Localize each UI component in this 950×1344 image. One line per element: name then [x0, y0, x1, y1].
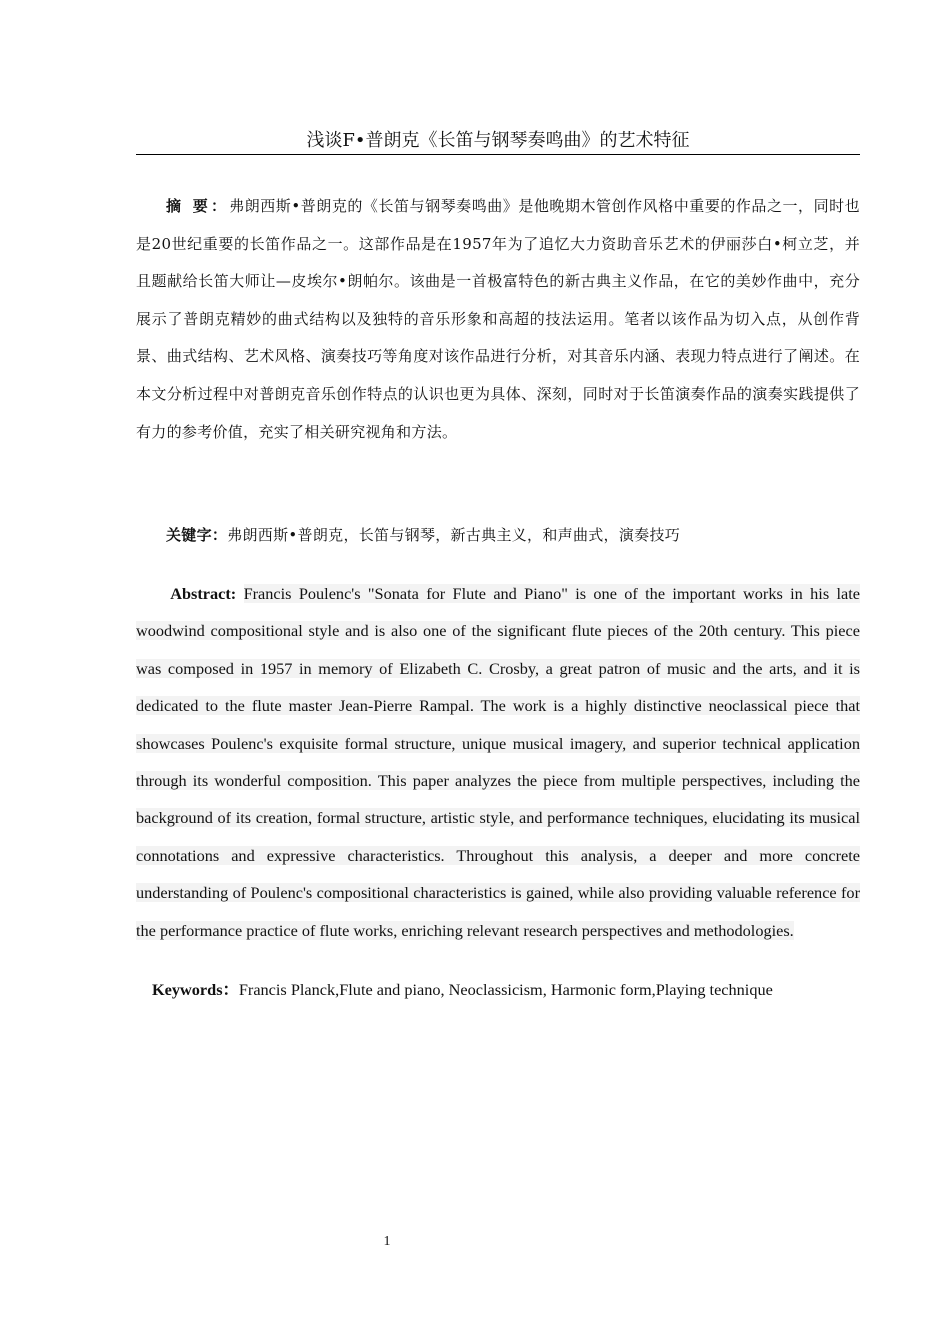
running-header [136, 130, 860, 155]
chinese-abstract-label: 摘 要： [166, 197, 230, 215]
english-abstract [136, 575, 860, 949]
chinese-keywords [136, 520, 860, 550]
english-abstract-label: Abstract: [170, 584, 237, 603]
chinese-keywords-text: 弗朗西斯•普朗克，长笛与钢琴，新古典主义，和声曲式，演奏技巧 [227, 526, 681, 544]
page-number: 1 [383, 1234, 391, 1249]
chinese-keywords-label: 关键字： [166, 526, 228, 544]
english-keywords-label: Keywords： [152, 980, 239, 999]
english-keywords-text: Francis Planck,Flute and piano, Neoclassicism, Harmonic form,Playing technique [238, 980, 773, 999]
chinese-abstract-text: 弗朗西斯•普朗克的《长笛与钢琴奏鸣曲》是他晚期木管创作风格中重要的作品之一，同时也是20世纪重要的长笛作品之一。这部作品是在1957年为了追忆大力资助音乐艺术的伊丽莎白•柯立芝，并且题献给长笛大师让—皮埃尔•朗帕尔。该曲是一首极富特色的新古典主义作品，在它的美妙作曲中，充分展示了普朗克精妙的曲式结构以及独特的音乐形象和高超的技法运用。笔者以该作品为切入点，从创作背景、曲式结构、艺术风格、演奏技巧等角度对该作品进行分析，对其音乐内涵、表现力特点进行了阐述。在本文分析过程中对普朗克音乐创作特点的认识也更为具体、深刻，同时对于长笛演奏作品的演奏实践提供了有力的参考价值，充实了相关研究视角和方法。 [136, 197, 860, 441]
english-keywords [152, 976, 860, 1004]
header-title: 浅谈F•普朗克《长笛与钢琴奏鸣曲》的艺术特征 [306, 130, 690, 151]
chinese-abstract [136, 188, 860, 451]
english-abstract-text: Francis Poulenc's "Sonata for Flute and Piano" is one of the important works in his late woodwind compositional style and is also one of the significant flute pieces of the 20th century. This piece was composed in 1957 in memory of Elizabeth C. Crosby, a great patron of music and the arts, and it is dedicated to the flute master Jean-Pierre Rampal. The work is a highly distinctive neoclassical piece that showcases Poulenc's exquisite formal structure, unique musical imagery, and superior technical application through its wonderful composition. This paper analyzes the piece from multiple perspectives, including the background of its creation, formal structure, artistic style, and performance techniques, elucidating its musical connotations and expressive characteristics. Throughout this analysis, a deeper and more concrete understanding of Poulenc's compositional characteristics is gained, while also providing valuable reference for the performance practice of flute works, enriching relevant research perspectives and methodologies. [136, 584, 860, 940]
